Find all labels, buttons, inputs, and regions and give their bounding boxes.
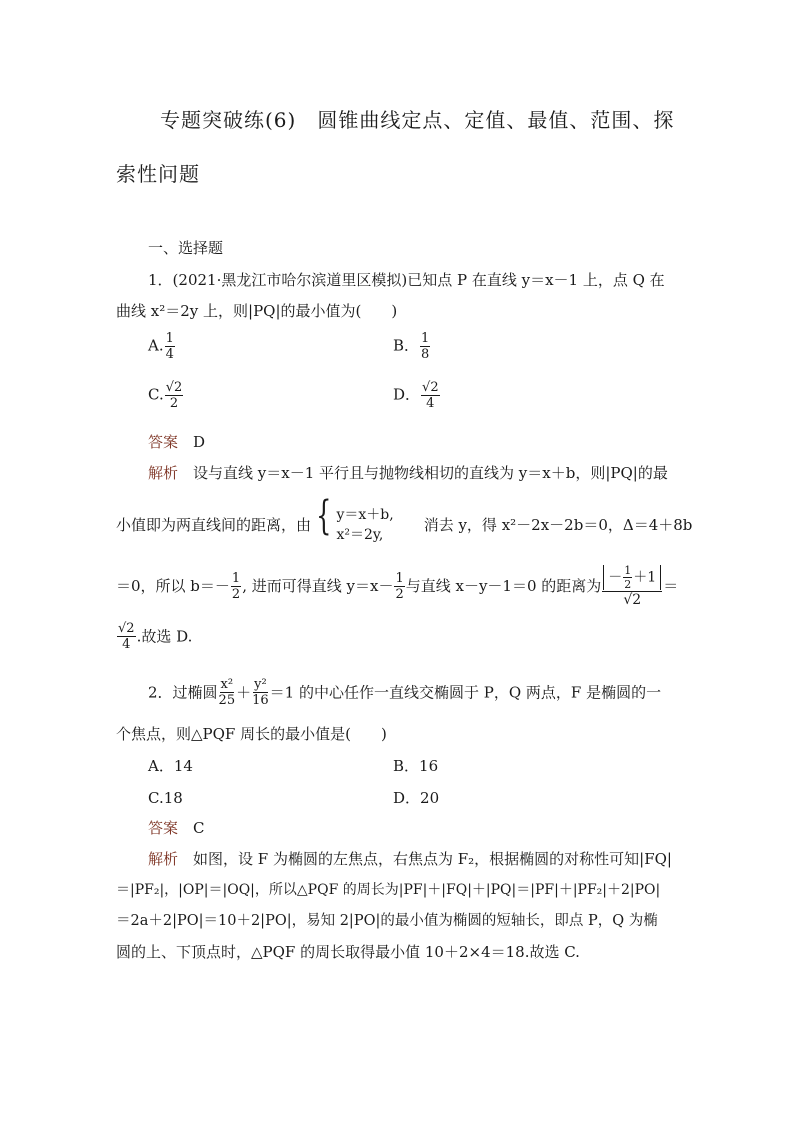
q2-stem-line2: 个焦点，则△PQF 周长的最小值是( ) — [116, 725, 387, 743]
q2-analysis-line1: 解析 如图，设 F 为椭圆的左焦点，右焦点为 F₂，根据椭圆的对称性可知|FQ| — [148, 850, 672, 868]
q2-option-b: B．16 — [393, 757, 439, 775]
q2-analysis-line4: 圆的上、下顶点时，△PQF 的周长取得最小值 10＋2×4＝18.故选 C. — [116, 943, 580, 961]
q1-analysis-line3: ＝0，所以 b＝－ $\frac{1}{2}$ , 进而可得直线 y＝x－ $\frac{1}{2}$ 与直线 x－y－1＝0 的距离为 － $\frac{1}{2}$ ＋1 √2 ＝ — [116, 564, 679, 608]
answer-label: 答案 — [148, 819, 179, 837]
page-title-continued: 索性问题 — [116, 162, 200, 186]
q1-answer — [148, 432, 205, 452]
section-heading: 一、选择题 — [148, 239, 224, 257]
q1-option-a: A. $\frac{1}{4}$ — [148, 331, 174, 362]
q1-option-d: D． $\frac{√2}{4}$ — [393, 380, 439, 411]
analysis-label: 解析 — [148, 850, 179, 868]
answer-value: D — [193, 433, 206, 451]
q2-stem-line1: 2．过椭圆 $\frac{\text{x²}}{25}$ ＋ $\frac{\text{y²}}{16}$ ＝1 的中心任作一直线交椭圆于 P，Q 两点，F 是椭圆的一 — [148, 677, 662, 708]
q1-option-b: B． $\frac{1}{8}$ — [393, 331, 430, 362]
answer-value: C — [193, 819, 205, 837]
q2-analysis-line2: ＝|PF₂|，|OP|＝|OQ|，所以△PQF 的周长为|PF|＋|FQ|＋|PQ|＝|PF|＋|PF₂|＋2|PO| — [116, 882, 661, 898]
system-brace: { — [316, 493, 332, 539]
q1-option-c: C. $\frac{√2}{2}$ — [148, 380, 183, 411]
analysis-label: 解析 — [148, 464, 179, 482]
q2-option-c: C.18 — [148, 789, 183, 807]
q1-analysis-line1: 解析 设与直线 y＝x－1 平行且与抛物线相切的直线为 y＝x＋b，则|PQ|的最 — [148, 464, 668, 482]
equation-system: y＝x＋b, x²＝2y, — [336, 507, 394, 543]
distance-fraction: － $\frac{1}{2}$ ＋1 √2 — [602, 565, 662, 607]
q1-stem-line1: 1．(2021·黑龙江市哈尔滨道里区模拟)已知点 P 在直线 y＝x－1 上，点 Q 在 — [148, 271, 665, 289]
q2-option-a: A．14 — [148, 757, 193, 775]
q2-answer — [148, 818, 205, 838]
answer-label: 答案 — [148, 433, 179, 451]
q1-stem-line2: 曲线 x²＝2y 上，则|PQ|的最小值为( ) — [116, 302, 398, 320]
q2-option-d: D．20 — [393, 789, 440, 807]
q1-analysis-line4: $\frac{√2}{4}$ .故选 D. — [118, 621, 193, 652]
q1-analysis-line2: 小值即为两直线间的距离，由 { y＝x＋b, x²＝2y, 消去 y，得 x²－2x－2b＝0，Δ＝4＋8b — [116, 493, 693, 543]
page-title: 专题突破练(6) 圆锥曲线定点、定值、最值、范围、探 — [160, 108, 675, 132]
q2-analysis-line3: ＝2a＋2|PO|＝10＋2|PO|，易知 2|PO|的最小值为椭圆的短轴长，即点 P，Q 为椭 — [116, 913, 658, 929]
